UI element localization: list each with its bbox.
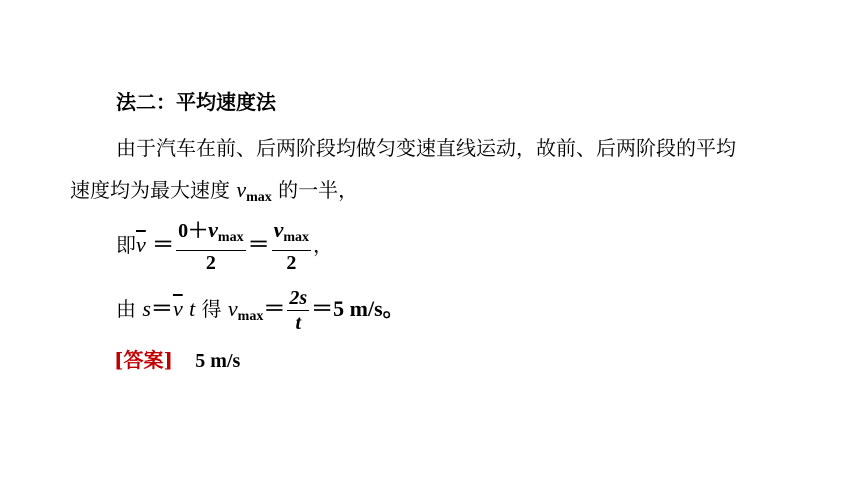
symbol-v: v — [227, 296, 238, 321]
answer-label: [答案] — [114, 348, 173, 372]
fraction-1-denominator: 2 — [205, 252, 216, 274]
fraction-1 — [176, 218, 245, 275]
answer-value: 5 m/s — [195, 350, 241, 372]
equals-sign: ＝ — [150, 296, 173, 321]
paragraph-line-2 — [70, 176, 358, 212]
fraction-3-numerator: 2s — [289, 287, 308, 309]
equation-2-de: 得 — [201, 297, 222, 321]
fraction-2 — [272, 218, 311, 275]
symbol-v: v — [236, 177, 247, 202]
subscript-max: max — [237, 309, 264, 324]
equals-sign: ＝ — [263, 296, 286, 321]
equation-2 — [116, 284, 405, 336]
paragraph-line-2-tail: 的一半， — [278, 178, 359, 202]
equation-2-result: ＝5 m/s。 — [311, 296, 405, 321]
method-title: 法二：平均速度法 — [116, 90, 276, 114]
fraction-2-denominator: 2 — [286, 252, 297, 274]
subscript-max: max — [246, 190, 272, 205]
equals-sign: ＝ — [152, 232, 175, 257]
equation-1-comma: ， — [313, 233, 334, 257]
symbol-v-bar: $\overline{v}$ — [172, 296, 183, 321]
symbol-t: t — [189, 296, 196, 321]
fraction-2-numerator: $v_{max}$ — [272, 218, 311, 251]
equation-1-lead: 即 — [116, 233, 136, 257]
fraction-1-numerator: $0+v_{max}$ — [176, 218, 245, 251]
symbol-v-bar: $\overline{v}$ — [136, 232, 146, 257]
equation-2-lead: 由 — [116, 297, 136, 321]
answer-line — [114, 346, 240, 375]
paragraph-line-1: 由于汽车在前、后两阶段均做匀变速直线运动，故前、后两阶段的平均 — [116, 136, 736, 160]
fraction-3-denominator: t — [295, 312, 302, 334]
equation-1 — [116, 217, 334, 274]
equals-sign: ＝ — [247, 232, 270, 257]
paragraph-line-2-text: 速度均为最大速度 — [70, 178, 230, 202]
fraction-3 — [287, 286, 309, 335]
symbol-s: s — [142, 296, 151, 321]
